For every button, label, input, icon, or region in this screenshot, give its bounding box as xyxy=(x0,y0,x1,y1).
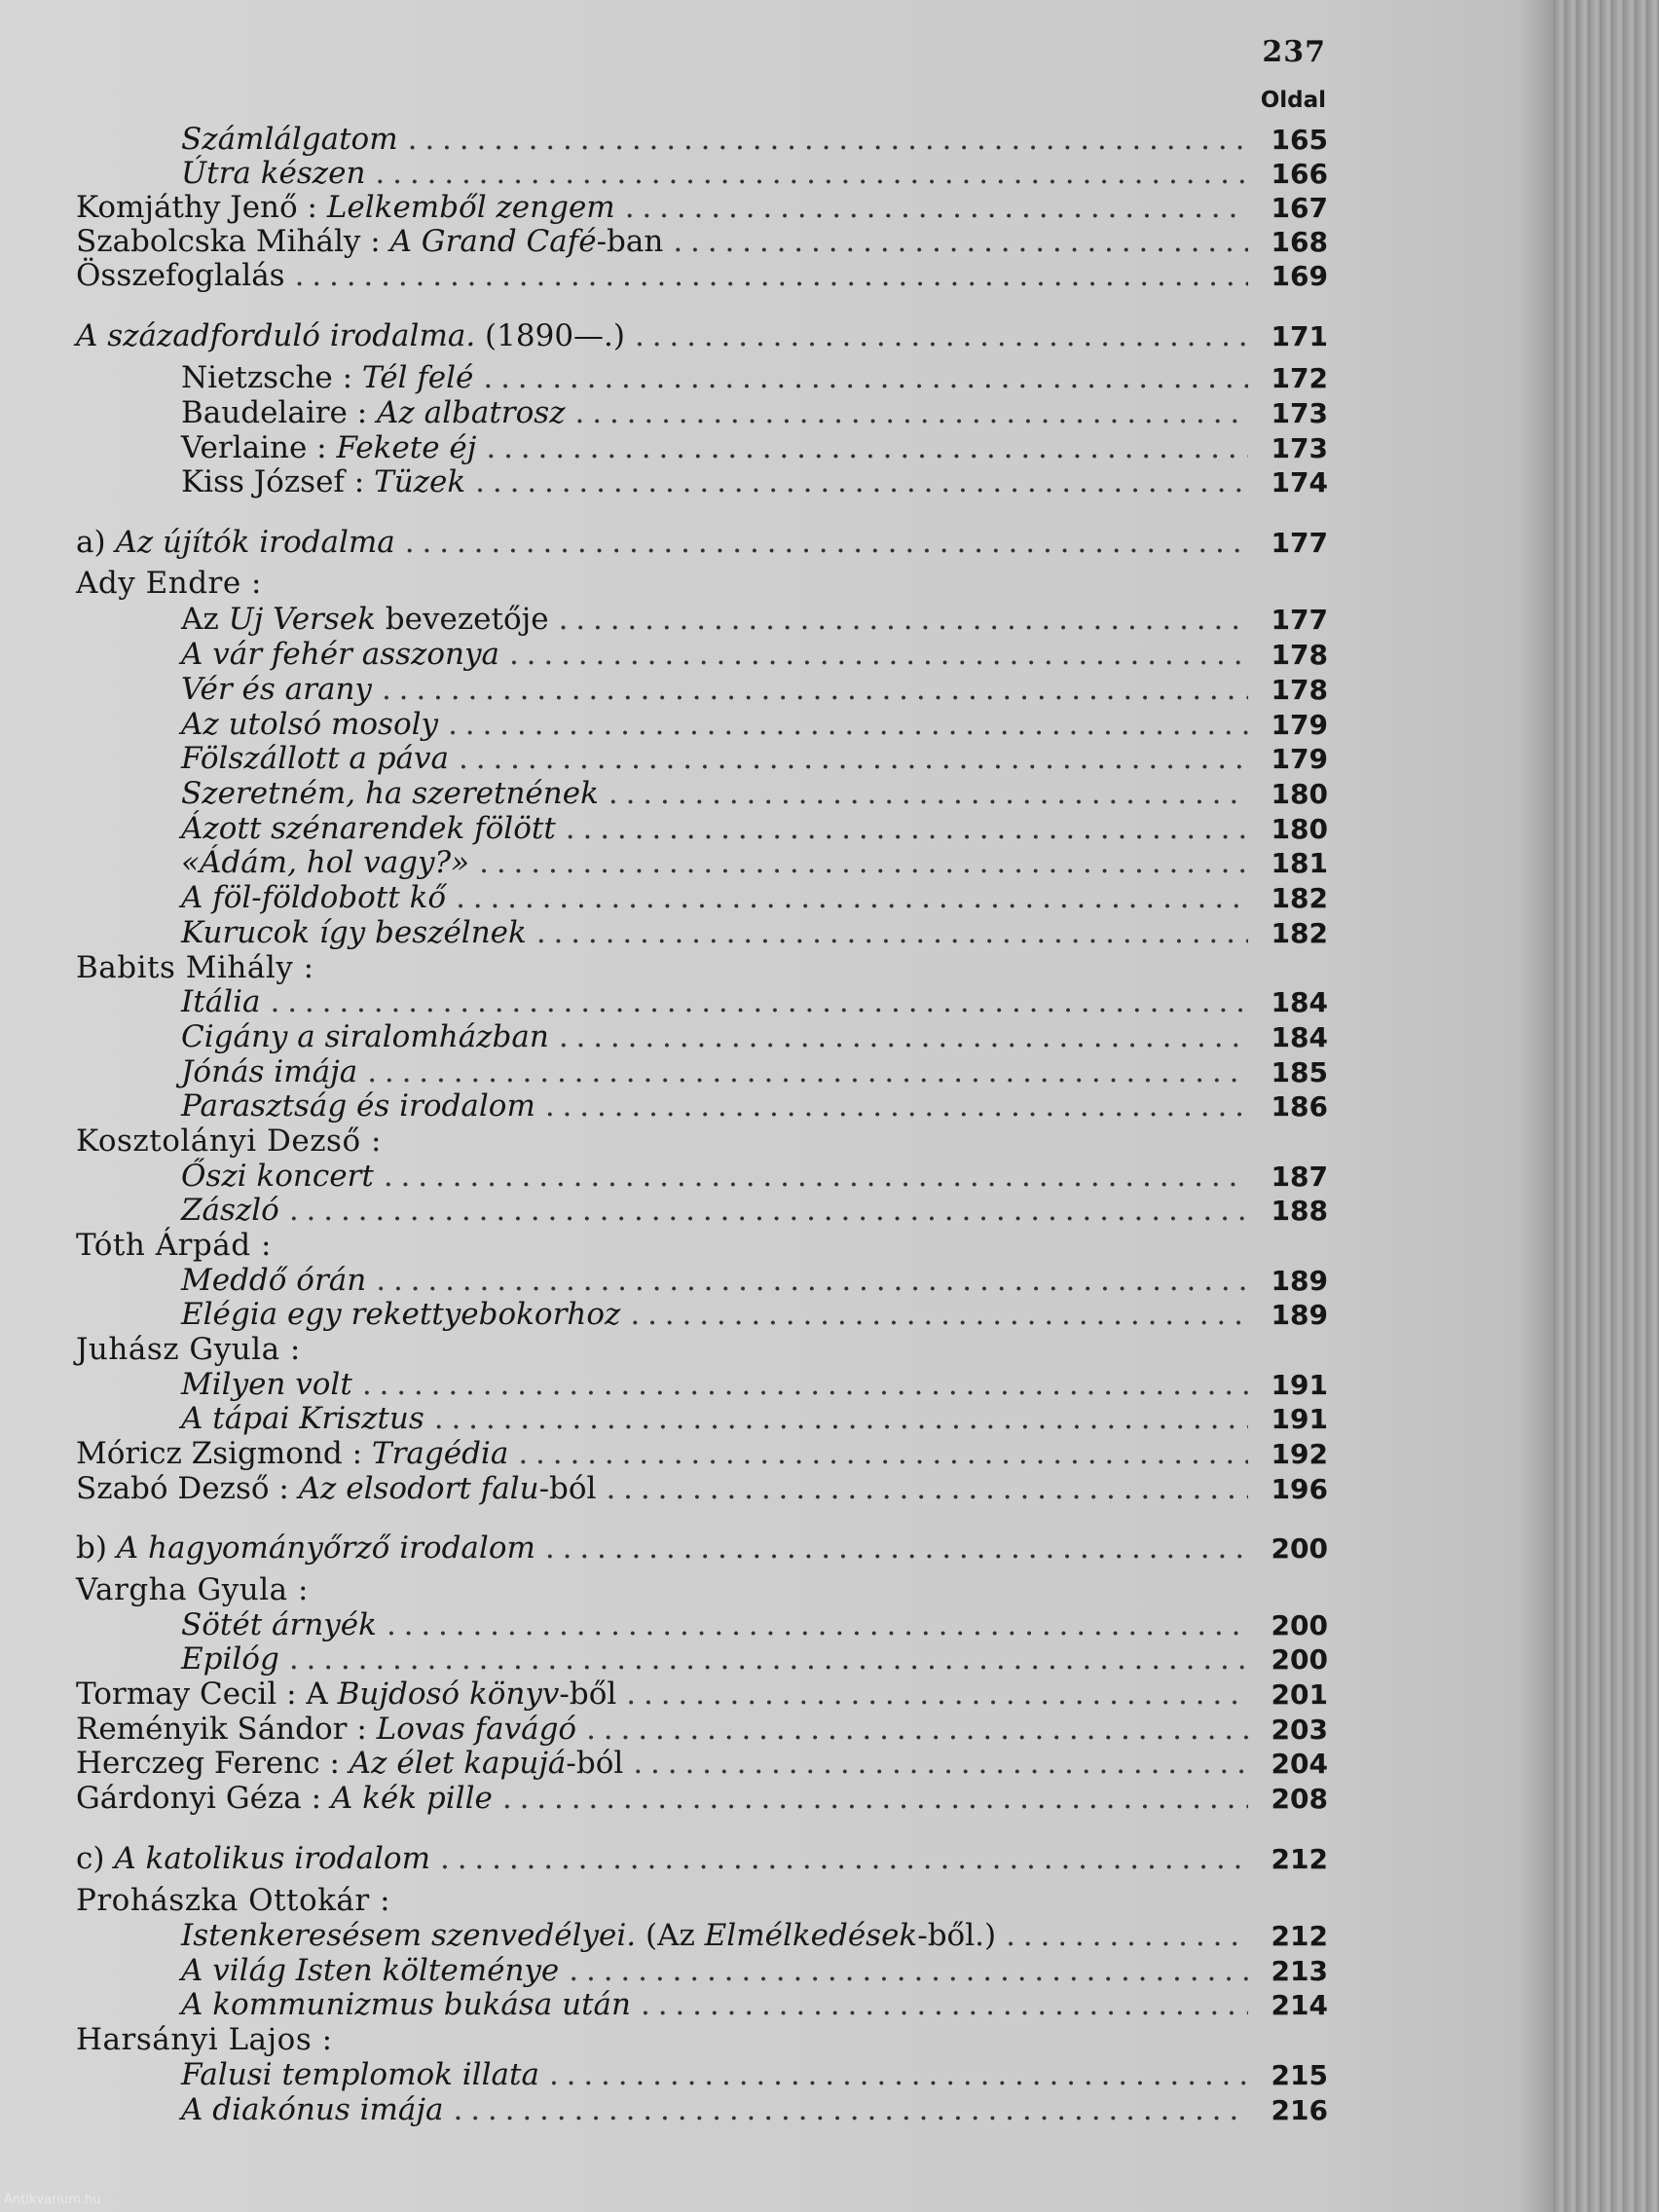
toc-section-heading: b) A hagyományőrző irodalom . . . 200 xyxy=(76,1530,1328,1567)
toc-page-number: 215 xyxy=(1271,2059,1328,2091)
toc-page-number: 188 xyxy=(1271,1195,1328,1227)
toc-entry: Milyen volt . . . 191 xyxy=(181,1366,1328,1403)
toc-page-number: 166 xyxy=(1271,158,1328,190)
toc-page-number: 212 xyxy=(1271,1920,1328,1952)
toc-entry: A föl-földobott kő . . . 182 xyxy=(181,879,1328,916)
toc-page-number: 189 xyxy=(1271,1299,1328,1331)
toc-page-number: 173 xyxy=(1271,397,1328,429)
toc-author: Ady Endre : xyxy=(76,566,263,601)
toc-author: Babits Mihály : xyxy=(76,950,314,985)
toc-page-number: 172 xyxy=(1271,362,1328,394)
toc-entry: Istenkeresésem szenvedélyei. (Az Elmélkedések-ből.) . . . 212 xyxy=(181,1917,1328,1954)
toc-page-number: 200 xyxy=(1271,1643,1328,1676)
toc-page-number: 185 xyxy=(1271,1056,1328,1088)
toc-entry: Parasztság és irodalom . . . 186 xyxy=(181,1088,1328,1124)
toc-entry: Herczeg Ferenc : Az élet kapujá-ból . . . 204 xyxy=(76,1745,1328,1782)
toc-page-number: 180 xyxy=(1271,813,1328,845)
toc-entry: Nietzsche : Tél felé . . . 172 xyxy=(181,359,1328,396)
toc-section-heading: A századforduló irodalma. (1890—.) . . . 171 xyxy=(76,317,1328,354)
toc-page-number: 200 xyxy=(1271,1609,1328,1641)
toc-entry: Szabó Dezső : Az elsodort falu-ból . . . 196 xyxy=(76,1470,1328,1507)
toc-page-number: 212 xyxy=(1271,1843,1328,1875)
toc-entry: Kiss József : Tüzek . . . 174 xyxy=(181,463,1328,500)
toc-page-number: 191 xyxy=(1271,1369,1328,1401)
toc-page-number: 184 xyxy=(1271,986,1328,1018)
toc-entry: Tormay Cecil : A Bujdosó könyv-ből . . . 201 xyxy=(76,1676,1328,1713)
toc-page-number: 177 xyxy=(1271,604,1328,636)
toc-entry: Összefoglalás . . . 169 xyxy=(76,257,1328,294)
toc-page-number: 208 xyxy=(1271,1783,1328,1815)
toc-page-number: 186 xyxy=(1271,1090,1328,1123)
page-number: 237 xyxy=(1262,35,1326,69)
toc-entry: Fölszállott a páva . . . 179 xyxy=(181,740,1328,777)
toc-page-number: 180 xyxy=(1271,778,1328,810)
toc-page-number: 214 xyxy=(1271,1989,1328,2021)
toc-page-number: 213 xyxy=(1271,1955,1328,1987)
toc-author: Juhász Gyula : xyxy=(76,1332,301,1367)
toc-entry: Kurucok így beszélnek . . . 182 xyxy=(181,914,1328,951)
toc-entry: Sötét árnyék . . . 200 xyxy=(181,1606,1328,1643)
toc-page-number: 179 xyxy=(1271,743,1328,775)
toc-entry: Az Uj Versek bevezetője . . . 177 xyxy=(181,601,1328,638)
toc-entry: Reményik Sándor : Lovas favágó . . . 203 xyxy=(76,1711,1328,1748)
toc-entry: Komjáthy Jenő : Lelkemből zengem . . . 167 xyxy=(76,189,1328,226)
toc-entry: Gárdonyi Géza : A kék pille . . . 208 xyxy=(76,1780,1328,1817)
toc-entry: Ázott szénarendek fölött . . . 180 xyxy=(181,810,1328,847)
toc-entry: Itália . . . 184 xyxy=(181,983,1328,1020)
toc-entry: Számlálgatom . . . 165 xyxy=(181,121,1328,158)
toc-author: Kosztolányi Dezső : xyxy=(76,1124,382,1159)
toc-entry: A diakónus imája . . . 216 xyxy=(181,2091,1328,2128)
toc-entry: Elégia egy rekettyebokorhoz . . . 189 xyxy=(181,1296,1328,1333)
toc-entry: Zászló . . . 188 xyxy=(181,1192,1328,1229)
toc-page-number: 189 xyxy=(1271,1265,1328,1297)
toc-author: Harsányi Lajos : xyxy=(76,2022,333,2057)
toc-page-number: 201 xyxy=(1271,1678,1328,1711)
toc-page-number: 203 xyxy=(1271,1714,1328,1746)
toc-entry: Meddő órán . . . 189 xyxy=(181,1262,1328,1299)
toc-page-number: 177 xyxy=(1271,527,1328,559)
toc-page-number: 171 xyxy=(1271,320,1328,352)
toc-entry: «Ádám, hol vagy?» . . . 181 xyxy=(181,844,1328,881)
toc-page-number: 178 xyxy=(1271,674,1328,706)
toc-page-number: 184 xyxy=(1271,1021,1328,1053)
toc-author: Vargha Gyula : xyxy=(76,1572,309,1607)
toc-page-number: 169 xyxy=(1271,260,1328,292)
toc-page-number: 200 xyxy=(1271,1532,1328,1565)
column-header-page: Oldal xyxy=(1260,88,1326,113)
toc-entry: Verlaine : Fekete éj . . . 173 xyxy=(181,429,1328,466)
toc-page-number: 168 xyxy=(1271,226,1328,258)
toc-page-number: 181 xyxy=(1271,847,1328,879)
toc-page-number: 216 xyxy=(1271,2094,1328,2126)
toc-page-number: 179 xyxy=(1271,709,1328,741)
toc-page-number: 174 xyxy=(1271,466,1328,498)
toc-page-number: 178 xyxy=(1271,639,1328,671)
toc-entry: Baudelaire : Az albatrosz . . . 173 xyxy=(181,394,1328,431)
toc-page-number: 191 xyxy=(1271,1403,1328,1435)
toc-entry: Cigány a siralomházban . . . 184 xyxy=(181,1018,1328,1055)
toc-section-heading: c) A katolikus irodalom . . . 212 xyxy=(76,1840,1328,1877)
toc-page-number: 187 xyxy=(1271,1161,1328,1193)
toc-entry: Az utolsó mosoly . . . 179 xyxy=(181,706,1328,743)
toc-entry: Őszi koncert . . . 187 xyxy=(181,1158,1328,1195)
toc-entry: A vár fehér asszonya . . . 178 xyxy=(181,636,1328,673)
toc-page-number: 165 xyxy=(1271,124,1328,156)
toc-entry: A tápai Krisztus . . . 191 xyxy=(181,1400,1328,1437)
toc-page-number: 204 xyxy=(1271,1748,1328,1780)
watermark: Antikvarium.hu xyxy=(4,2193,101,2207)
toc-page-number: 173 xyxy=(1271,432,1328,464)
toc-entry: Epilóg . . . 200 xyxy=(181,1641,1328,1677)
toc-page-number: 192 xyxy=(1271,1438,1328,1470)
toc-entry: Móricz Zsigmond : Tragédia . . . 192 xyxy=(76,1435,1328,1472)
toc-entry: Útra készen . . . 166 xyxy=(181,155,1328,192)
toc-page-number: 182 xyxy=(1271,917,1328,949)
toc-page-number: 182 xyxy=(1271,882,1328,914)
toc-section-heading: a) Az újítók irodalma . . . 177 xyxy=(76,524,1328,561)
toc-page-number: 196 xyxy=(1271,1473,1328,1505)
toc-author: Tóth Árpád : xyxy=(76,1228,272,1263)
toc-author: Prohászka Ottokár : xyxy=(76,1883,391,1918)
toc-entry: A világ Isten költeménye . . . 213 xyxy=(181,1952,1328,1989)
toc-page-number: 167 xyxy=(1271,192,1328,224)
toc-entry: Szeretném, ha szeretnének . . . 180 xyxy=(181,775,1328,812)
toc-entry: Falusi templomok illata . . . 215 xyxy=(181,2056,1328,2093)
toc-entry: Jónás imája . . . 185 xyxy=(181,1053,1328,1090)
toc-entry: Vér és arany . . . 178 xyxy=(181,671,1328,708)
toc-entry: A kommunizmus bukása után . . . 214 xyxy=(181,1986,1328,2023)
book-page-edges xyxy=(1553,0,1659,2212)
toc-entry: Szabolcska Mihály : A Grand Café-ban . . . 168 xyxy=(76,223,1328,260)
